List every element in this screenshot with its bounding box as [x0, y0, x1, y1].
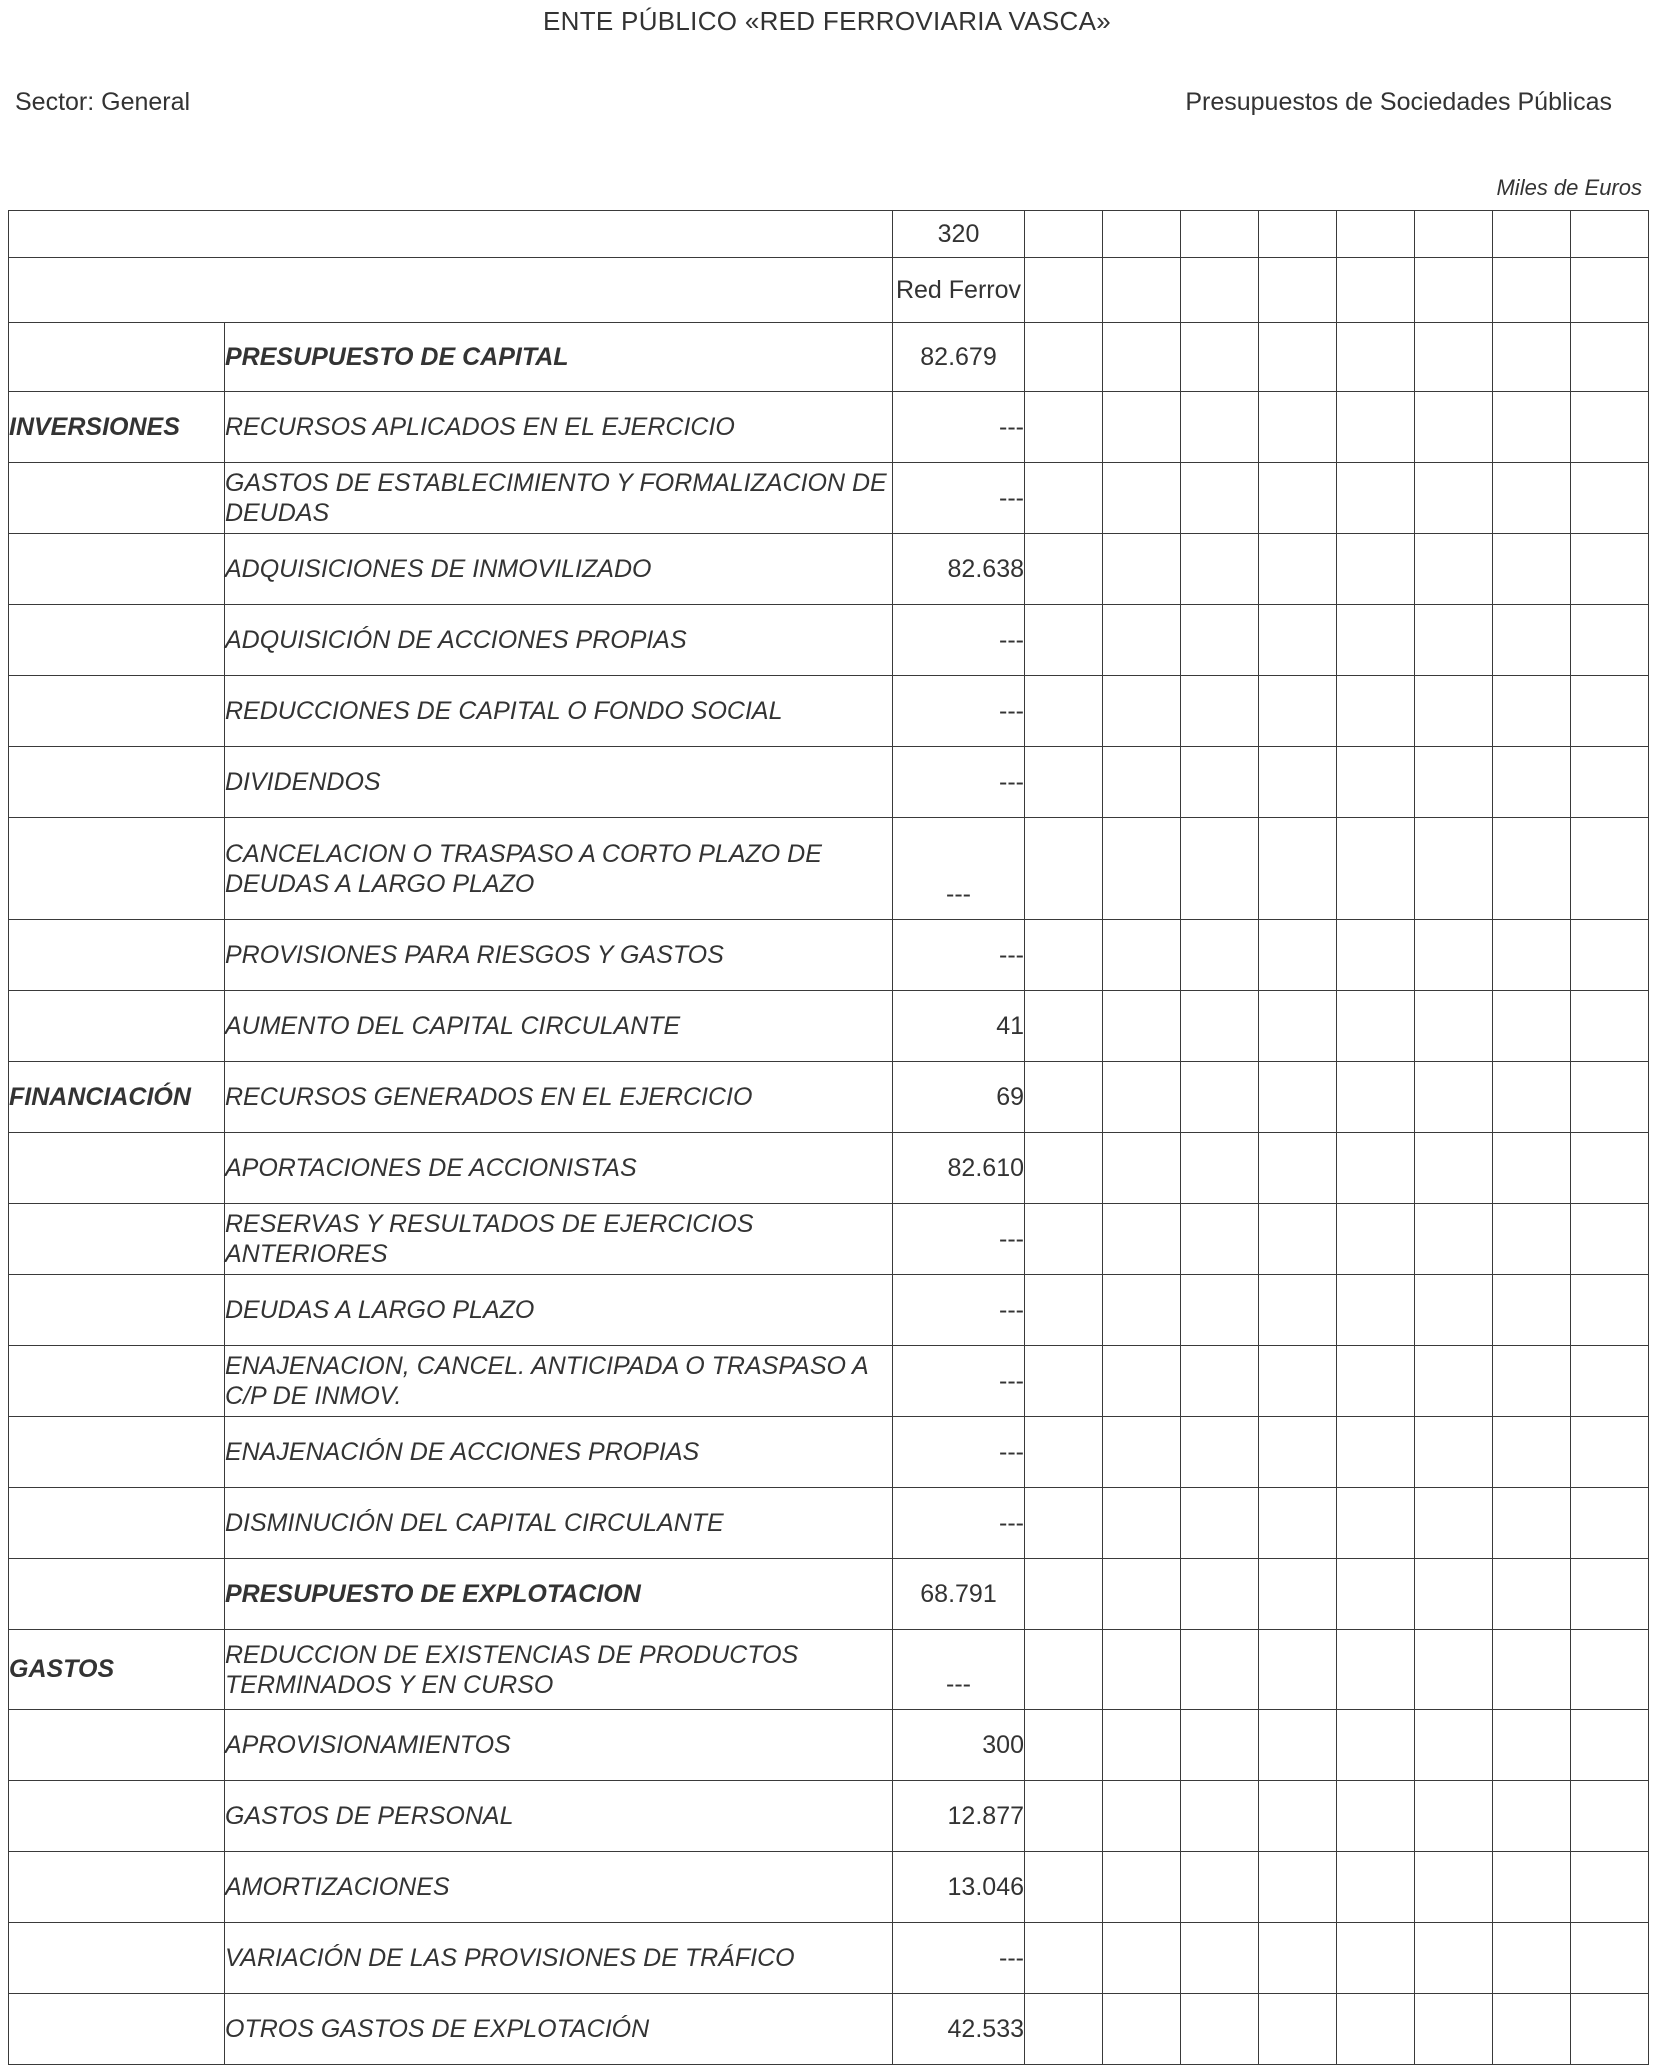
empty-cell — [1025, 463, 1103, 534]
value-cell: --- — [893, 747, 1025, 818]
empty-cell — [1415, 1630, 1493, 1710]
section-label — [9, 463, 225, 534]
empty-cell — [1493, 1559, 1571, 1630]
empty-cell — [1415, 991, 1493, 1062]
section-label — [9, 1133, 225, 1204]
concept-label: ENAJENACIÓN DE ACCIONES PROPIAS — [225, 1417, 893, 1488]
section-label — [9, 534, 225, 605]
empty-cell — [1415, 676, 1493, 747]
table-row — [9, 1710, 1649, 1781]
empty-cell — [1103, 392, 1181, 463]
empty-cell — [1337, 1204, 1415, 1275]
empty-cell — [1493, 1062, 1571, 1133]
empty-cell — [1025, 1062, 1103, 1133]
empty-cell — [1259, 818, 1337, 920]
empty-cell — [1571, 1275, 1649, 1346]
empty-cell — [1571, 1923, 1649, 1994]
empty-cell — [1493, 1710, 1571, 1781]
empty-cell — [1337, 605, 1415, 676]
empty-cell — [1025, 818, 1103, 920]
empty-cell — [1181, 392, 1259, 463]
empty-cell — [1493, 747, 1571, 818]
value-cell: 82.610 — [893, 1133, 1025, 1204]
empty-cell — [1415, 392, 1493, 463]
concept-label: DISMINUCIÓN DEL CAPITAL CIRCULANTE — [225, 1488, 893, 1559]
empty-cell — [1025, 534, 1103, 605]
empty-cell — [1337, 747, 1415, 818]
concept-label: RECURSOS GENERADOS EN EL EJERCICIO — [225, 1062, 893, 1133]
empty-cell — [1337, 1630, 1415, 1710]
empty-cell — [1571, 676, 1649, 747]
empty-cell — [1259, 1133, 1337, 1204]
concept-label: ADQUISICIÓN DE ACCIONES PROPIAS — [225, 605, 893, 676]
empty-cell — [1493, 1488, 1571, 1559]
value-cell: --- — [893, 920, 1025, 991]
value-cell: --- — [893, 1417, 1025, 1488]
value-cell: --- — [893, 463, 1025, 534]
empty-cell — [1415, 747, 1493, 818]
empty-cell — [1415, 1062, 1493, 1133]
empty-cell — [1571, 323, 1649, 392]
value-cell: 69 — [893, 1062, 1025, 1133]
empty-cell — [1493, 392, 1571, 463]
empty-cell — [1259, 1346, 1337, 1417]
empty-cell — [1259, 1710, 1337, 1781]
empty-cell — [1259, 1994, 1337, 2065]
header-row-code — [9, 211, 1649, 258]
concept-label: RECURSOS APLICADOS EN EL EJERCICIO — [225, 392, 893, 463]
empty-cell — [1259, 1488, 1337, 1559]
section-label — [9, 1204, 225, 1275]
concept-label: ADQUISICIONES DE INMOVILIZADO — [225, 534, 893, 605]
section-label — [9, 1559, 225, 1630]
empty-cell — [1337, 1346, 1415, 1417]
empty-cell — [1571, 1630, 1649, 1710]
value-cell: --- — [893, 1204, 1025, 1275]
empty-cell — [1025, 991, 1103, 1062]
empty-cell — [1181, 1630, 1259, 1710]
empty-cell — [1337, 463, 1415, 534]
empty-cell — [1181, 1852, 1259, 1923]
empty-cell — [1571, 392, 1649, 463]
section-label — [9, 1488, 225, 1559]
empty-cell — [1337, 1710, 1415, 1781]
concept-label: PROVISIONES PARA RIESGOS Y GASTOS — [225, 920, 893, 991]
empty-cell — [1337, 1994, 1415, 2065]
empty-cell — [1415, 463, 1493, 534]
empty-cell — [1571, 1346, 1649, 1417]
empty-cell — [1415, 323, 1493, 392]
section-label: FINANCIACIÓN — [9, 1062, 225, 1133]
value-cell: --- — [893, 676, 1025, 747]
concept-label: RESERVAS Y RESULTADOS DE EJERCICIOS ANTERIORES — [225, 1204, 893, 1275]
units-label: Miles de Euros — [1496, 175, 1642, 200]
empty-cell — [1493, 1133, 1571, 1204]
empty-cell — [1103, 1852, 1181, 1923]
value-cell: --- — [893, 1346, 1025, 1417]
section-label — [9, 1852, 225, 1923]
table-row — [9, 991, 1649, 1062]
table-row — [9, 605, 1649, 676]
empty-cell — [1181, 1346, 1259, 1417]
empty-cell — [1571, 463, 1649, 534]
empty-cell — [1415, 1710, 1493, 1781]
empty-cell — [1493, 818, 1571, 920]
empty-cell — [1415, 1133, 1493, 1204]
empty-cell — [1259, 1852, 1337, 1923]
empty-cell — [1025, 676, 1103, 747]
empty-cell — [1181, 1417, 1259, 1488]
empty-cell — [1259, 1275, 1337, 1346]
header-blank-cell — [9, 258, 893, 323]
empty-cell — [1181, 991, 1259, 1062]
empty-cell — [1025, 920, 1103, 991]
empty-cell — [1493, 1630, 1571, 1710]
section-label — [9, 323, 225, 392]
value-cell: --- — [893, 392, 1025, 463]
empty-cell — [1259, 323, 1337, 392]
empty-cell — [1103, 1630, 1181, 1710]
table-row — [9, 1275, 1649, 1346]
empty-cell — [1259, 1417, 1337, 1488]
empty-cell — [1025, 747, 1103, 818]
empty-cell — [1103, 1994, 1181, 2065]
empty-cell — [1103, 1275, 1181, 1346]
empty-cell — [1181, 1781, 1259, 1852]
section-label — [9, 1275, 225, 1346]
section-label — [9, 1923, 225, 1994]
empty-cell — [1337, 920, 1415, 991]
empty-cell — [1571, 605, 1649, 676]
empty-cell — [1415, 1994, 1493, 2065]
empty-cell — [1181, 1994, 1259, 2065]
table-row — [9, 534, 1649, 605]
empty-cell — [1337, 1852, 1415, 1923]
budget-table — [8, 210, 1649, 2065]
value-cell: --- — [893, 605, 1025, 676]
table-row — [9, 1417, 1649, 1488]
empty-cell — [1025, 1417, 1103, 1488]
empty-cell — [1103, 1923, 1181, 1994]
value-cell: --- — [893, 1923, 1025, 1994]
section-label — [9, 1710, 225, 1781]
empty-cell — [1103, 605, 1181, 676]
empty-cell — [1493, 605, 1571, 676]
empty-cell — [1259, 1630, 1337, 1710]
column-name: Red Ferrov — [893, 258, 1025, 323]
empty-cell — [1103, 1559, 1181, 1630]
empty-cell — [1103, 747, 1181, 818]
empty-cell — [1103, 1417, 1181, 1488]
empty-cell — [1571, 1994, 1649, 2065]
empty-cell — [1103, 1204, 1181, 1275]
empty-cell — [1259, 1204, 1337, 1275]
empty-cell — [1571, 747, 1649, 818]
section-label: INVERSIONES — [9, 392, 225, 463]
table-row — [9, 392, 1649, 463]
empty-cell — [1103, 1781, 1181, 1852]
concept-label: PRESUPUESTO DE EXPLOTACION — [225, 1559, 893, 1630]
table-row — [9, 1781, 1649, 1852]
empty-cell — [1181, 605, 1259, 676]
concept-label: CANCELACION O TRASPASO A CORTO PLAZO DE DEUDAS A LARGO PLAZO — [225, 818, 893, 920]
section-label — [9, 920, 225, 991]
empty-cell — [1493, 991, 1571, 1062]
empty-cell — [1337, 1559, 1415, 1630]
empty-cell — [1103, 1062, 1181, 1133]
table-row — [9, 676, 1649, 747]
value-cell: 41 — [893, 991, 1025, 1062]
concept-label: AUMENTO DEL CAPITAL CIRCULANTE — [225, 991, 893, 1062]
value-cell: 13.046 — [893, 1852, 1025, 1923]
empty-cell — [1493, 323, 1571, 392]
empty-cell — [1337, 1062, 1415, 1133]
section-label — [9, 1781, 225, 1852]
empty-cell — [1025, 323, 1103, 392]
empty-cell — [1415, 1559, 1493, 1630]
empty-cell — [1025, 1852, 1103, 1923]
empty-cell — [1337, 818, 1415, 920]
empty-cell — [1025, 1710, 1103, 1781]
concept-label: ENAJENACION, CANCEL. ANTICIPADA O TRASPASO A C/P DE INMOV. — [225, 1346, 893, 1417]
empty-cell — [1415, 920, 1493, 991]
empty-cell — [1025, 392, 1103, 463]
empty-cell — [1103, 1488, 1181, 1559]
empty-cell — [1025, 1133, 1103, 1204]
empty-cell — [1181, 1275, 1259, 1346]
empty-cell — [1259, 1062, 1337, 1133]
empty-cell — [1259, 605, 1337, 676]
section-label — [9, 1994, 225, 2065]
empty-cell — [1181, 818, 1259, 920]
concept-label: VARIACIÓN DE LAS PROVISIONES DE TRÁFICO — [225, 1923, 893, 1994]
concept-label: GASTOS DE PERSONAL — [225, 1781, 893, 1852]
empty-cell — [1259, 676, 1337, 747]
empty-cell — [1415, 1781, 1493, 1852]
empty-cell — [1337, 1133, 1415, 1204]
empty-cell — [1337, 1781, 1415, 1852]
table-row — [9, 818, 1649, 920]
empty-cell — [1259, 920, 1337, 991]
empty-cell — [1571, 1417, 1649, 1488]
empty-cell — [1103, 920, 1181, 991]
empty-cell — [1181, 1710, 1259, 1781]
empty-cell — [1259, 463, 1337, 534]
empty-cell — [1571, 534, 1649, 605]
empty-cell — [1571, 1133, 1649, 1204]
concept-label: DEUDAS A LARGO PLAZO — [225, 1275, 893, 1346]
empty-cell — [1181, 747, 1259, 818]
empty-cell — [1415, 1488, 1493, 1559]
empty-cell — [1103, 991, 1181, 1062]
sector-label: Sector: General — [15, 88, 191, 116]
section-label: GASTOS — [9, 1630, 225, 1710]
empty-cell — [1493, 1781, 1571, 1852]
empty-cell — [1415, 1346, 1493, 1417]
header-row-name — [9, 258, 1649, 323]
empty-cell — [1337, 991, 1415, 1062]
table-row — [9, 1852, 1649, 1923]
empty-cell — [1337, 323, 1415, 392]
section-label — [9, 1346, 225, 1417]
value-cell: --- — [893, 818, 1025, 920]
empty-cell — [1103, 323, 1181, 392]
value-cell: 82.638 — [893, 534, 1025, 605]
empty-cell — [1571, 1559, 1649, 1630]
empty-cell — [1493, 1994, 1571, 2065]
empty-cell — [1025, 1204, 1103, 1275]
budget-type-label: Presupuestos de Sociedades Públicas — [1185, 88, 1612, 116]
empty-cell — [1337, 1488, 1415, 1559]
empty-cell — [1415, 1275, 1493, 1346]
empty-cell — [1493, 1346, 1571, 1417]
concept-label: PRESUPUESTO DE CAPITAL — [225, 323, 893, 392]
section-label — [9, 818, 225, 920]
empty-cell — [1103, 1346, 1181, 1417]
empty-cell — [1103, 818, 1181, 920]
empty-cell — [1103, 676, 1181, 747]
empty-cell — [1181, 1062, 1259, 1133]
empty-cell — [1493, 1204, 1571, 1275]
table-row — [9, 1559, 1649, 1630]
empty-cell — [1025, 1923, 1103, 1994]
empty-cell — [1337, 1275, 1415, 1346]
empty-cell — [1571, 991, 1649, 1062]
section-label — [9, 1417, 225, 1488]
empty-cell — [1337, 392, 1415, 463]
empty-cell — [1493, 676, 1571, 747]
empty-cell — [1337, 1417, 1415, 1488]
value-cell: 82.679 — [893, 323, 1025, 392]
empty-cell — [1259, 534, 1337, 605]
concept-label: DIVIDENDOS — [225, 747, 893, 818]
value-cell: 300 — [893, 1710, 1025, 1781]
table-row — [9, 1133, 1649, 1204]
table-row — [9, 1488, 1649, 1559]
empty-cell — [1259, 1923, 1337, 1994]
value-cell: 42.533 — [893, 1994, 1025, 2065]
empty-cell — [1181, 1204, 1259, 1275]
column-code: 320 — [893, 211, 1025, 258]
empty-cell — [1493, 463, 1571, 534]
empty-cell — [1181, 920, 1259, 991]
empty-cell — [1103, 463, 1181, 534]
concept-label: REDUCCIONES DE CAPITAL O FONDO SOCIAL — [225, 676, 893, 747]
empty-cell — [1493, 534, 1571, 605]
empty-cell — [1493, 920, 1571, 991]
empty-cell — [1337, 534, 1415, 605]
empty-cell — [1571, 818, 1649, 920]
empty-cell — [1103, 534, 1181, 605]
empty-cell — [1103, 1710, 1181, 1781]
table-row — [9, 1630, 1649, 1710]
empty-cell — [1415, 534, 1493, 605]
empty-cell — [1493, 1275, 1571, 1346]
value-cell: --- — [893, 1630, 1025, 1710]
empty-cell — [1259, 991, 1337, 1062]
empty-cell — [1493, 1923, 1571, 1994]
header-blank-cell — [9, 211, 893, 258]
empty-cell — [1181, 1923, 1259, 1994]
document-title: ENTE PÚBLICO «RED FERROVIARIA VASCA» — [542, 6, 1112, 36]
empty-cell — [1025, 1994, 1103, 2065]
table-row — [9, 1346, 1649, 1417]
value-cell: 12.877 — [893, 1781, 1025, 1852]
empty-cell — [1025, 1346, 1103, 1417]
empty-cell — [1493, 1417, 1571, 1488]
table-row — [9, 1994, 1649, 2065]
empty-cell — [1571, 1710, 1649, 1781]
empty-cell — [1103, 1133, 1181, 1204]
table-row — [9, 323, 1649, 392]
section-label — [9, 605, 225, 676]
empty-cell — [1025, 1275, 1103, 1346]
empty-cell — [1259, 1559, 1337, 1630]
empty-cell — [1181, 1488, 1259, 1559]
empty-cell — [1415, 1417, 1493, 1488]
empty-cell — [1181, 676, 1259, 747]
empty-cell — [1025, 1630, 1103, 1710]
concept-label: APROVISIONAMIENTOS — [225, 1710, 893, 1781]
value-cell: 68.791 — [893, 1559, 1025, 1630]
section-label — [9, 991, 225, 1062]
empty-cell — [1571, 1781, 1649, 1852]
section-label — [9, 747, 225, 818]
empty-cell — [1025, 1488, 1103, 1559]
value-cell: --- — [893, 1275, 1025, 1346]
empty-cell — [1181, 1559, 1259, 1630]
table-row — [9, 1204, 1649, 1275]
empty-cell — [1259, 392, 1337, 463]
empty-cell — [1181, 323, 1259, 392]
empty-cell — [1571, 1062, 1649, 1133]
empty-cell — [1415, 818, 1493, 920]
table-row — [9, 1923, 1649, 1994]
table-row — [9, 920, 1649, 991]
empty-cell — [1025, 1559, 1103, 1630]
empty-cell — [1415, 1204, 1493, 1275]
empty-cell — [1571, 1852, 1649, 1923]
table-row — [9, 463, 1649, 534]
empty-cell — [1259, 1781, 1337, 1852]
empty-cell — [1025, 1781, 1103, 1852]
empty-cell — [1337, 1923, 1415, 1994]
empty-cell — [1337, 676, 1415, 747]
concept-label: GASTOS DE ESTABLECIMIENTO Y FORMALIZACION DE DEUDAS — [225, 463, 893, 534]
empty-cell — [1181, 463, 1259, 534]
concept-label: REDUCCION DE EXISTENCIAS DE PRODUCTOS TERMINADOS Y EN CURSO — [225, 1630, 893, 1710]
value-cell: --- — [893, 1488, 1025, 1559]
empty-cell — [1259, 747, 1337, 818]
empty-cell — [1181, 1133, 1259, 1204]
empty-cell — [1493, 1852, 1571, 1923]
empty-cell — [1415, 1852, 1493, 1923]
empty-cell — [1571, 920, 1649, 991]
empty-cell — [1415, 605, 1493, 676]
concept-label: AMORTIZACIONES — [225, 1852, 893, 1923]
concept-label: OTROS GASTOS DE EXPLOTACIÓN — [225, 1994, 893, 2065]
empty-cell — [1571, 1488, 1649, 1559]
empty-cell — [1025, 605, 1103, 676]
table-row — [9, 747, 1649, 818]
table-row — [9, 1062, 1649, 1133]
empty-cell — [1571, 1204, 1649, 1275]
empty-cell — [1181, 534, 1259, 605]
empty-cell — [1415, 1923, 1493, 1994]
concept-label: APORTACIONES DE ACCIONISTAS — [225, 1133, 893, 1204]
section-label — [9, 676, 225, 747]
